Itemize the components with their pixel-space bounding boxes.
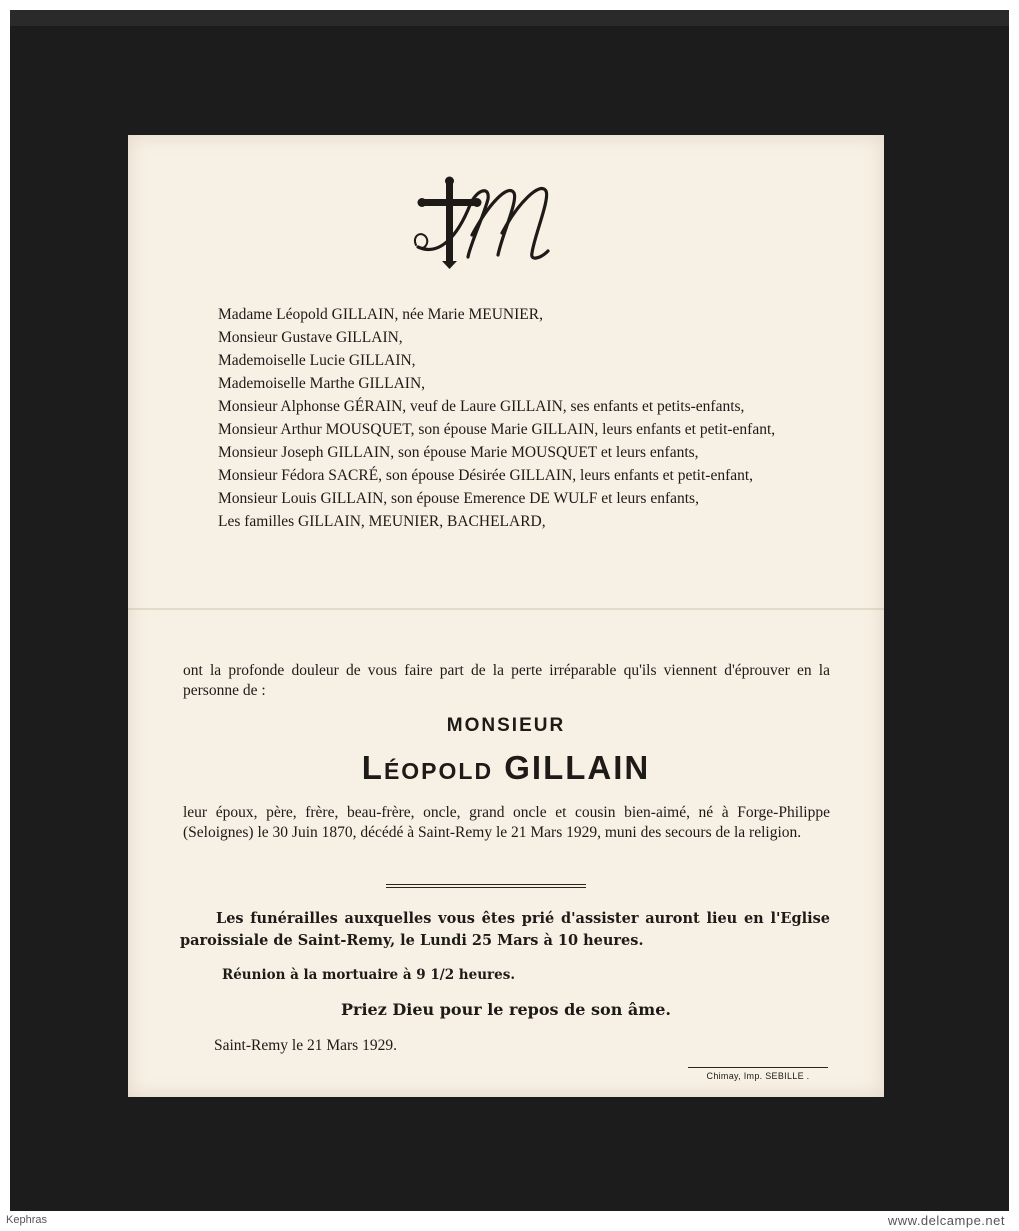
death-notice-card [128,135,884,1097]
funeral-notice: Les funérailles auxquelles vous êtes prié d'assister auront lieu en l'Eglise paroissiale de Saint-Remy, le Lundi 25 Mars à 10 heures. [180,910,830,949]
frame-top-edge [10,10,1009,26]
watermark-text: Kephras [6,1214,47,1226]
prayer-line: Priez Dieu pour le repos de son âme. [341,1000,671,1019]
double-rule-divider [386,884,586,888]
site-watermark: www.delcampe.net [887,1213,1005,1228]
family-name-line: Monsieur Joseph GILLAIN, son épouse Marie MOUSQUET et leurs enfants, [218,444,699,461]
family-name-line: Monsieur Alphonse GÉRAIN, veuf de Laure GILLAIN, ses enfants et petits-enfants, [218,398,745,415]
printer-credit: Chimay, Imp. SEBILLE . [688,1067,828,1081]
deceased-honorific: MONSIEUR [446,715,566,736]
family-name-line: Les familles GILLAIN, MEUNIER, BACHELARD, [218,513,546,530]
deceased-details: leur époux, père, frère, beau-frère, oncle, grand oncle et cousin bien-aimé, né à Forge-Philippe (Seloignes) le 30 Juin 1870, décédé à Saint-Remy le 21 Mars 1929, muni des secours de la religion. [183,804,830,841]
family-name-line: Madame Léopold GILLAIN, née Marie MEUNIER, [218,306,543,323]
family-names-list [218,305,830,535]
family-name-line: Monsieur Gustave GILLAIN, [218,329,403,346]
family-name-line: Monsieur Fédora SACRÉ, son épouse Désirée GILLAIN, leurs enfants et petit-enfant, [218,467,754,484]
reunion-notice: Réunion à la mortuaire à 9 1/2 heures. [222,967,516,983]
place-and-date: Saint-Remy le 21 Mars 1929. [214,1037,397,1054]
family-name-line: Mademoiselle Lucie GILLAIN, [218,352,416,369]
paper-fold-crease [128,608,884,610]
family-name-line: Monsieur Louis GILLAIN, son épouse Emerence DE WULF et leurs enfants, [218,490,699,507]
deceased-name: Léopold GILLAIN [361,749,651,786]
announcement-intro: ont la profonde douleur de vous faire part de la perte irréparable qu'ils viennent d'éprouver en la personne de : [183,662,830,699]
cross-monogram-m-icon [410,175,560,270]
family-name-line: Monsieur Arthur MOUSQUET, son épouse Marie GILLAIN, leurs enfants et petit-enfant, [218,421,776,438]
family-name-line: Mademoiselle Marthe GILLAIN, [218,375,426,392]
